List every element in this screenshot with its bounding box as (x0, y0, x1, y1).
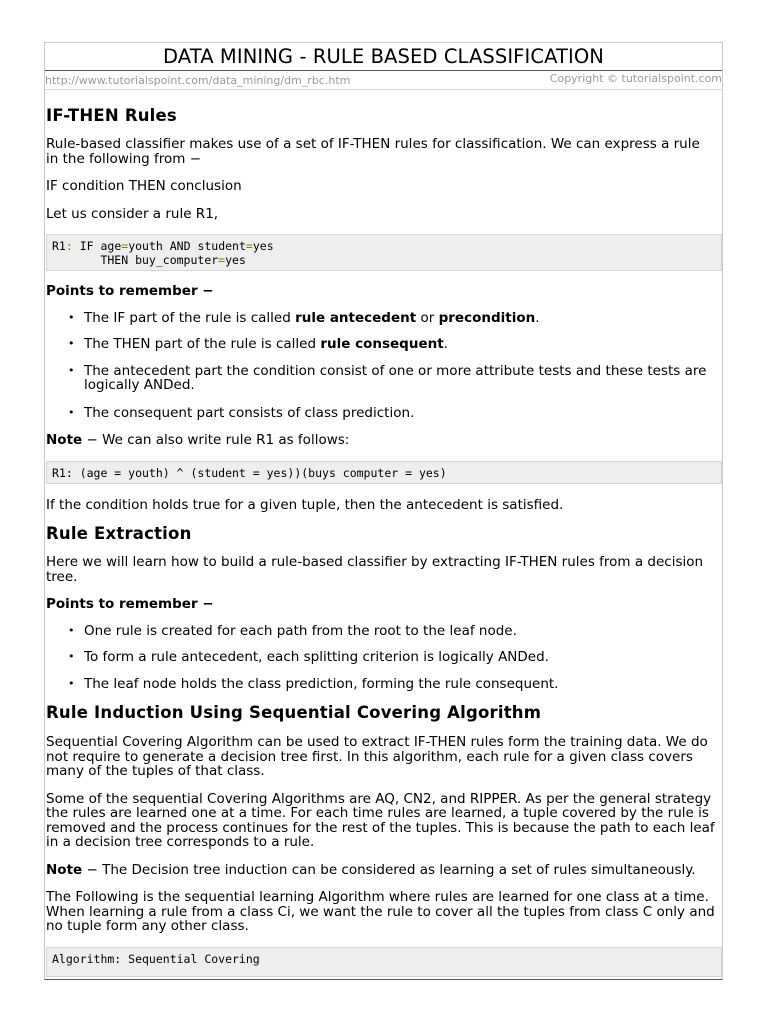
list-item (84, 311, 721, 326)
code-block-r1-alt: R1: (age = youth) ^ (student = yes))(buys computer = yes) (46, 461, 722, 484)
bullet-list (46, 311, 721, 421)
text: or (416, 309, 439, 326)
text-line: the rules are learned one at a time. For each time rules are learned, a tuple covered by the rule is (46, 805, 709, 821)
list-item: • To form a rule antecedent, each splitting criterion is logically ANDed. (84, 650, 721, 665)
text-line: in the following from − (46, 150, 202, 167)
paragraph: IF condition THEN conclusion (46, 178, 242, 194)
paragraph (46, 792, 721, 850)
code-token: THEN buy_computer (52, 253, 219, 267)
note-label: Note (46, 432, 83, 448)
text-line: Some of the sequential Covering Algorithms are AQ, CN2, and RIPPER. As per the general strategy (46, 790, 712, 807)
article-content (45, 106, 722, 977)
paragraph: Let us consider a rule R1, (46, 205, 219, 222)
list-item: • The consequent part consists of class prediction. (84, 406, 721, 421)
code-token: yes (225, 253, 246, 267)
text-line: many of the tuples of that class. (46, 763, 265, 779)
bold-term: precondition (438, 309, 536, 326)
text-line: no tuple form any other class. (46, 918, 249, 934)
text-line: Here we will learn how to build a rule-based classifier by extracting IF-THEN rules from a decision (46, 554, 704, 570)
page-title: DATA MINING - RULE BASED CLASSIFICATION (45, 43, 722, 71)
code-token: IF age (72, 239, 122, 253)
text-line: removed and the process continues for the rest of the tuples. This is because the path to each leaf (46, 819, 715, 836)
text: . (443, 336, 448, 352)
list-item (84, 364, 721, 393)
note-label: Note (46, 861, 83, 878)
document-page (44, 42, 723, 980)
points-label: Points to remember − (46, 283, 214, 299)
heading-if-then-rules: IF-THEN Rules (46, 106, 177, 125)
text-line: Rule-based classifier makes use of a set of IF-THEN rules for classification. We can express a rule (46, 136, 700, 152)
code-token: = (218, 253, 226, 267)
copyright-notice: Copyright © tutorialspoint.com (549, 72, 722, 85)
list-item (84, 337, 721, 352)
code-token: youth AND student (128, 239, 246, 253)
code-token: yes (252, 239, 274, 253)
text: − We can also write rule R1 as follows: (82, 432, 350, 448)
code-token: = (121, 239, 129, 253)
note-paragraph (46, 433, 721, 448)
paragraph (46, 137, 721, 166)
list-item: • The leaf node holds the class prediction, forming the rule consequent. (84, 677, 721, 692)
text-line: tree. (46, 568, 78, 585)
text-line: The Following is the sequential learning Algorithm where rules are learned for one class at a time. (46, 889, 709, 905)
text: − The Decision tree induction can be considered as learning a set of rules simultaneously. (82, 861, 696, 878)
note-paragraph (46, 863, 721, 878)
text-line: The antecedent part the condition consist of one or more attribute tests and these tests are (84, 362, 707, 379)
paragraph (46, 890, 721, 934)
text-line: logically ANDed. (84, 377, 195, 393)
text: . (535, 309, 540, 326)
paragraph (46, 735, 721, 779)
text-line: When learning a rule from a class Ci, we want the rule to cover all the tuples from class C only and (46, 903, 715, 920)
code-token: R1 (52, 239, 66, 253)
bold-term: rule consequent (320, 336, 444, 352)
url-bar (45, 71, 722, 90)
text-line: in a decision tree corresponds to a rule. (46, 834, 315, 850)
code-token: = (245, 239, 253, 253)
text: The THEN part of the rule is called (84, 336, 321, 352)
list-item: • One rule is created for each path from the root to the leaf node. (84, 624, 721, 639)
text-line: Sequential Covering Algorithm can be used to extract IF-THEN rules form the training data. We do (46, 734, 708, 750)
code-token: : (65, 239, 73, 253)
heading-rule-extraction: Rule Extraction (46, 524, 192, 543)
text-line: not require to generate a decision tree first. In this algorithm, each rule for a given class covers (46, 748, 693, 765)
paragraph (46, 555, 721, 584)
bold-term: rule antecedent (295, 309, 417, 326)
text: The IF part of the rule is called (84, 309, 296, 326)
code-block-r1 (46, 234, 722, 271)
code-block-algorithm: Algorithm: Sequential Covering (46, 947, 722, 977)
heading-rule-induction: Rule Induction Using Sequential Covering Algorithm (46, 703, 542, 722)
bullet-list (46, 624, 721, 692)
points-label: Points to remember − (46, 596, 214, 612)
source-url[interactable]: http://www.tutorialspoint.com/data_mining/dm_rbc.htm (45, 74, 351, 87)
paragraph: If the condition holds true for a given tuple, then the antecedent is satisfied. (46, 496, 564, 513)
